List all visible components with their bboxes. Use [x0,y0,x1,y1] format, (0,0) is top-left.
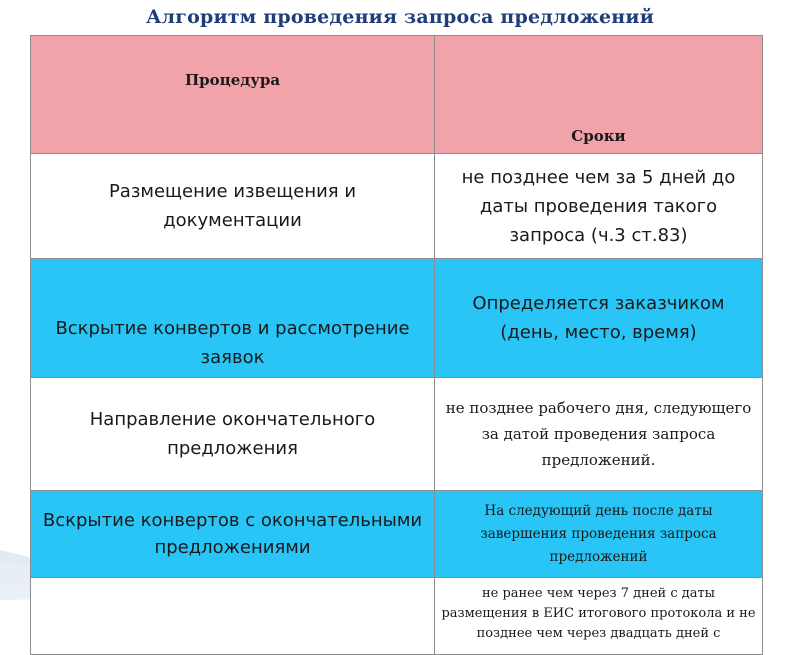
term-cell: Определяется заказчиком (день, место, время) [435,259,763,378]
table-row [31,259,763,378]
procedure-cell: Вскрытие конвертов и рассмотрение заявок [31,259,435,378]
term-cell: не позднее чем за 5 дней до даты проведения такого запроса (ч.3 ст.83) [435,154,763,259]
term-cell: На следующий день после даты завершения проведения запроса предложений [435,491,763,578]
header-terms: Сроки [435,36,763,154]
table-row [31,378,763,491]
procedure-cell: Размещение извещения и документации [31,154,435,259]
procedure-cell: Вскрытие конвертов с окончательными предложениями [31,491,435,578]
table-header-row [31,36,763,154]
table-row [31,154,763,259]
table-row [31,491,763,578]
algorithm-table [30,35,763,655]
table-row [31,578,763,655]
header-procedure: Процедура [31,36,435,154]
term-cell: не ранее чем через 7 дней с даты размещения в ЕИС итогового протокола и не позднее чем через двадцать дней с [435,578,763,655]
page-title: Алгоритм проведения запроса предложений [146,6,654,28]
procedure-cell: Направление окончательного предложения [31,378,435,491]
procedure-cell [31,578,435,655]
term-cell: не позднее рабочего дня, следующего за датой проведения запроса предложений. [435,378,763,491]
